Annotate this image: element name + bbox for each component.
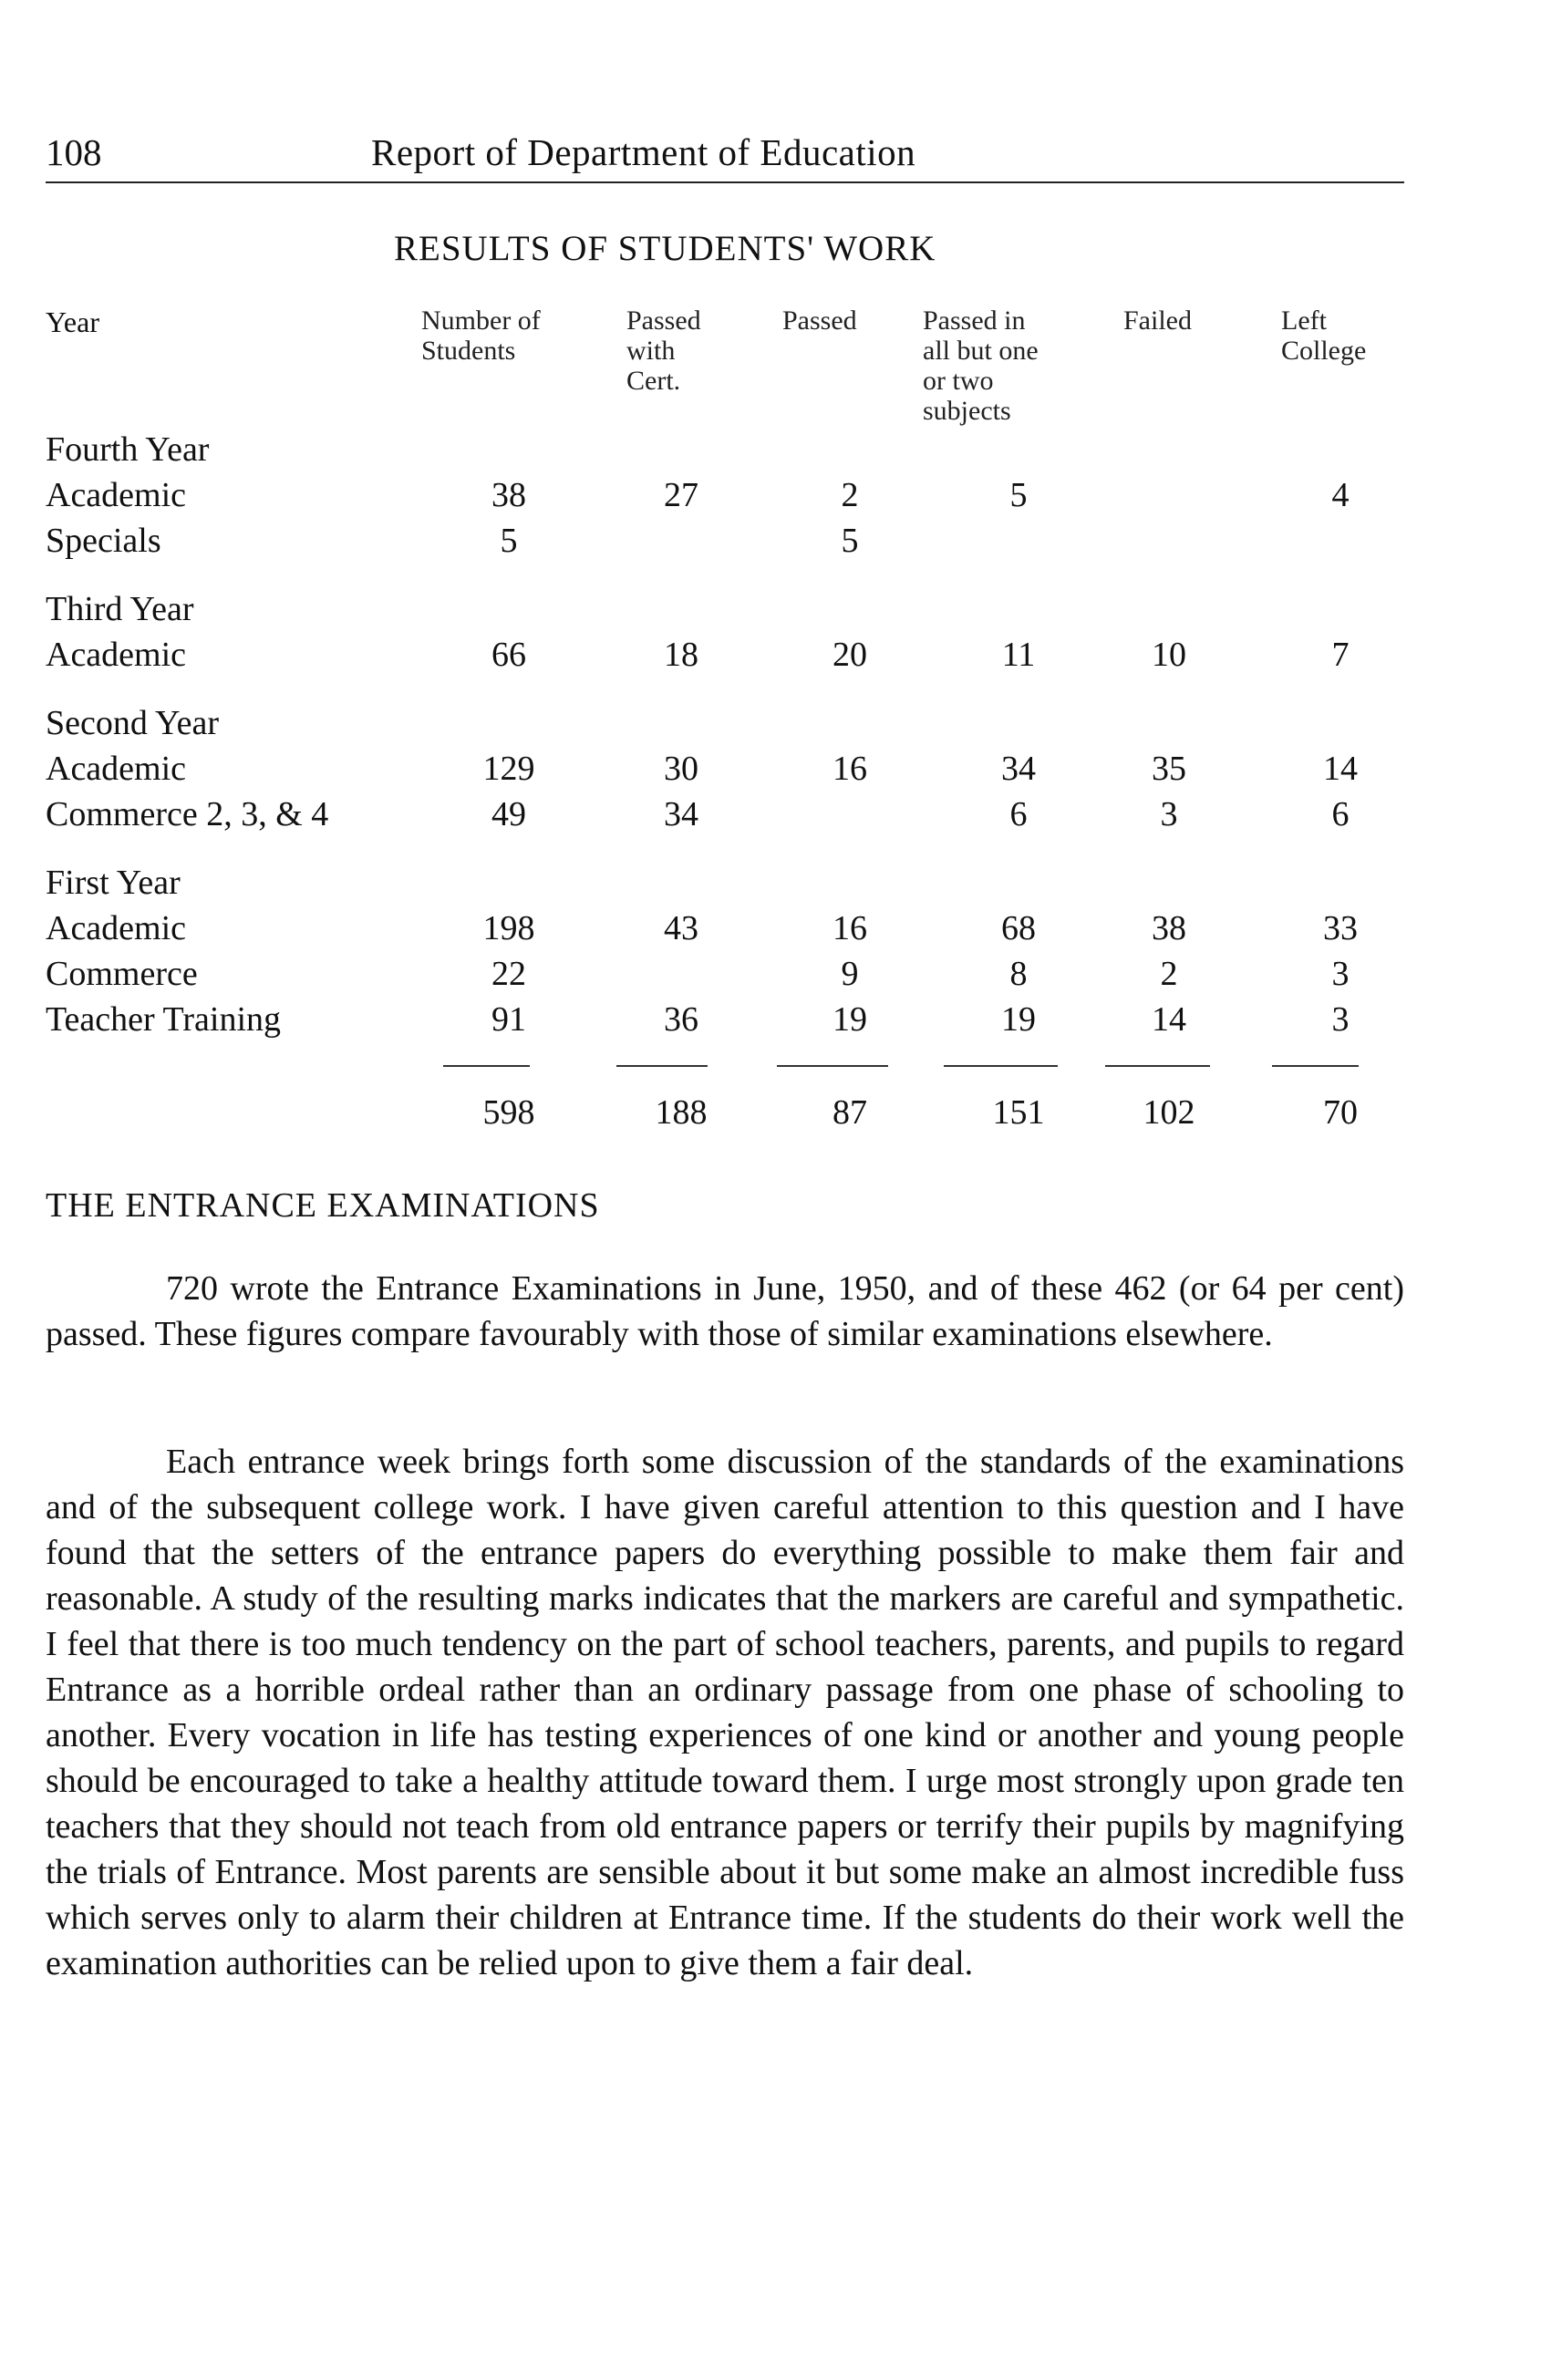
column-heading-passed-with-cert: Passed with Cert. [626, 305, 701, 396]
row-label: Specials [46, 522, 161, 560]
table-cell: 8 [1009, 955, 1028, 993]
table-cell: 10 [1152, 636, 1186, 674]
table-cell: 11 [1001, 636, 1036, 674]
row-label: Academic [46, 750, 187, 788]
table-cell: 91 [491, 1000, 526, 1039]
running-header [46, 123, 1404, 183]
total-cell: 102 [1143, 1093, 1195, 1132]
group-heading-third-year: Third Year [46, 590, 194, 628]
sum-rule [1105, 1065, 1210, 1067]
column-heading-passed-all-but-one-or-two: Passed in all but one or two subjects [923, 305, 1039, 426]
table-cell: 20 [833, 636, 867, 674]
table-title: RESULTS OF STUDENTS' WORK [394, 229, 936, 268]
page-number: 108 [46, 131, 102, 173]
section-heading: THE ENTRANCE EXAMINATIONS [46, 1186, 600, 1225]
table-cell: 3 [1160, 795, 1178, 833]
total-cell: 188 [655, 1093, 708, 1132]
group-heading-first-year: First Year [46, 864, 181, 902]
total-cell: 151 [992, 1093, 1045, 1132]
column-heading-number-of-students: Number of Students [421, 305, 541, 366]
group-heading-second-year: Second Year [46, 704, 219, 742]
table-cell: 19 [833, 1000, 867, 1039]
table-cell: 30 [664, 750, 698, 788]
table-cell: 5 [1009, 476, 1028, 514]
paragraph: Each entrance week brings forth some discussion of the standards of the examinations and of the subsequent college work. I have given careful attention to this question and I have found that the setters of the entrance papers do everything possible to make them fair and reasonable. A study of the resulting marks indicates that the markers are careful and sympathetic. I feel that there is too much tendency on the part of school teachers, parents, and pupils to regard Entrance as a horrible ordeal rather than an ordinary passage from one phase of schooling to another. Every vocation in life has testing experiences of one kind or another and young people should be encouraged to take a healthy attitude toward them. I urge most strongly upon grade ten teachers that they should not teach from old entrance papers or terrify their pupils by magnifying the trials of Entrance. Most parents are sensible about it but some make an almost incredible fuss which serves only to alarm their children at Entrance time. If the students do their work well the examination authorities can be relied upon to give them a fair deal. [46, 1443, 1404, 1982]
table-cell: 129 [482, 750, 535, 788]
table-cell: 35 [1152, 750, 1186, 788]
table-cell: 3 [1331, 955, 1350, 993]
table-cell: 5 [841, 522, 859, 560]
table-cell: 14 [1323, 750, 1358, 788]
row-label: Teacher Training [46, 1000, 282, 1039]
table-cell: 38 [1152, 909, 1186, 947]
row-label: Commerce [46, 955, 198, 993]
table-cell: 4 [1331, 476, 1350, 514]
sum-rule [1272, 1065, 1359, 1067]
sum-rule [777, 1065, 888, 1067]
table-cell: 16 [833, 750, 867, 788]
column-heading-failed: Failed [1123, 305, 1192, 336]
group-heading-fourth-year: Fourth Year [46, 430, 210, 469]
report-title: Report of Department of Education [371, 131, 916, 173]
row-label: Commerce 2, 3, & 4 [46, 795, 329, 833]
paragraph: 720 wrote the Entrance Examinations in June, 1950, and of these 462 (or 64 per cent) passed. These figures compare favourably with those of similar examinations elsewhere. [46, 1269, 1404, 1353]
table-cell: 7 [1331, 636, 1350, 674]
table-cell: 2 [1160, 955, 1178, 993]
table-cell: 198 [482, 909, 535, 947]
table-cell: 6 [1331, 795, 1350, 833]
sum-rule [944, 1065, 1058, 1067]
total-cell: 70 [1323, 1093, 1358, 1132]
table-cell: 6 [1009, 795, 1028, 833]
table-cell: 9 [841, 955, 859, 993]
table-cell: 38 [491, 476, 526, 514]
row-label: Academic [46, 636, 187, 674]
table-cell: 2 [841, 476, 859, 514]
row-label: Academic [46, 476, 187, 514]
row-label: Academic [46, 909, 187, 947]
table-cell: 33 [1323, 909, 1358, 947]
table-cell: 49 [491, 795, 526, 833]
table-cell: 36 [664, 1000, 698, 1039]
sum-rule [443, 1065, 530, 1067]
total-cell: 598 [482, 1093, 535, 1132]
table-cell: 34 [1001, 750, 1036, 788]
year-column-heading: Year [46, 305, 99, 338]
table-cell: 16 [833, 909, 867, 947]
table-cell: 19 [1001, 1000, 1036, 1039]
column-heading-passed: Passed [782, 305, 857, 336]
table-cell: 3 [1331, 1000, 1350, 1039]
table-cell: 18 [664, 636, 698, 674]
table-cell: 66 [491, 636, 526, 674]
table-cell: 14 [1152, 1000, 1186, 1039]
column-heading-left-college: Left College [1281, 305, 1367, 366]
table-cell: 43 [664, 909, 698, 947]
total-cell: 87 [833, 1093, 867, 1132]
table-cell: 27 [664, 476, 698, 514]
sum-rule [616, 1065, 708, 1067]
table-cell: 34 [664, 795, 698, 833]
table-cell: 22 [491, 955, 526, 993]
table-cell: 5 [500, 522, 518, 560]
table-cell: 68 [1001, 909, 1036, 947]
